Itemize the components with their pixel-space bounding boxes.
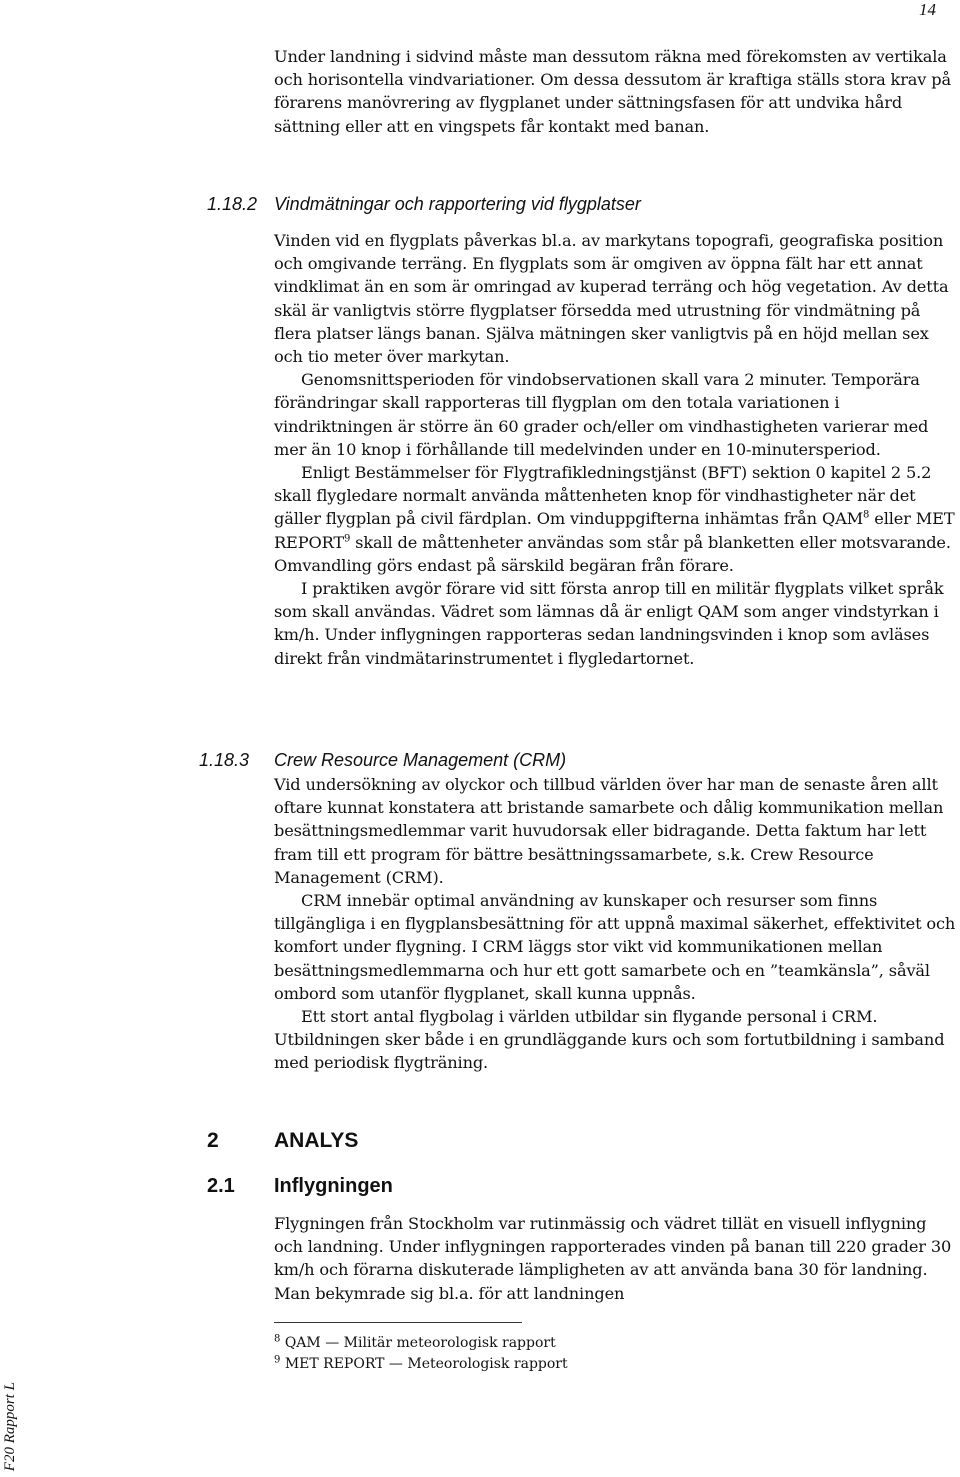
section-number: 1.18.2 <box>207 194 258 214</box>
footnote-ref: 9 <box>343 533 351 545</box>
intro-text <box>274 45 960 138</box>
chapter-number: 2 <box>207 1129 219 1152</box>
paragraph-part: eller MET REPORT <box>274 509 955 552</box>
section-title: Crew Resource Management (CRM) <box>274 750 567 770</box>
footnote-ref: 8 <box>863 510 870 522</box>
paragraph: Flygningen från Stockholm var rutinmässig och vädret tillät en visuell inflygning och landning. Under inflygningen rapporterades vinden på banan till 220 grader 30 km/h och förarna diskuterade lämpligheten av att använda bana 30 för landning. Man bekymrade sig bl.a. för att landningen <box>274 1214 952 1303</box>
chapter-title: ANALYS <box>274 1129 359 1152</box>
footnote-text: QAM — Militär meteorologisk rapport <box>284 1335 556 1351</box>
section-2-1-body <box>274 1212 960 1305</box>
footnote-divider <box>274 1322 522 1323</box>
paragraph: I praktiken avgör förare vid sitt första anrop till en militär flygplats vilket språk som skall användas. Vädret som lämnas då är enligt QAM som anger vindstyrkan i km/h. Under inflygningen rapporteras sedan landningsvinden i knop som avläses direkt från vindmätarinstrumentet i flygledartornet. <box>274 579 944 668</box>
paragraph: Vinden vid en flygplats påverkas bl.a. av markytans topografi, geografiska position och omgivande terräng. En flygplats som är omgiven av öppna fält har ett annat vindklimat än en som är omringad av kuperad terräng och hög vegetation. Av detta skäl är vanligtvis större flygplatser försedda med utrustning för vindmätning på flera platser längs banan. Själva mätningen sker vanligtvis på en höjd mellan sex och tio meter över markytan. <box>274 231 949 367</box>
section-number: 1.18.3 <box>199 750 250 770</box>
paragraph: Vid undersökning av olyckor och tillbud världen över har man de senaste åren allt oftare kunnat konstatera att bristande samarbete och dålig kommunikation mellan besättningsmedlemmar varit huvudorsak eller bidragande. Detta faktum har lett fram till ett program för bättre besättningssamarbete, s.k. Crew Resource Management (CRM). <box>274 775 944 887</box>
paragraph: CRM innebär optimal användning av kunskaper och resurser som finns tillgängliga i en flygplansbesättning för att uppnå maximal säkerhet, effektivitet och komfort under flygning. I CRM läggs stor vikt vid kommunikationen mellan besättningsmedlemmarna och hur ett gott samarbete och en ”teamkänsla”, såväl ombord som utanför flygplanet, skall kunna uppnås. <box>274 891 956 1003</box>
section-title: Vindmätningar och rapportering vid flygplatser <box>274 194 641 214</box>
section-heading-2-1 <box>207 1175 393 1198</box>
section-1-18-2-body <box>274 229 960 670</box>
paragraph-part: Enligt Bestämmelser för Flygtrafikledningstjänst (BFT) sektion 0 kapitel 2 5.2 skall flygledare normalt använda måttenheten knop för vindhastigheter när det gäller flygplan på civil färdplan. Om vinduppgifterna inhämtas från QAM <box>274 463 932 529</box>
footnote-mark: 9 <box>274 1354 281 1366</box>
section-title: Inflygningen <box>274 1175 393 1197</box>
footnote <box>274 1356 568 1372</box>
footnote <box>274 1335 556 1351</box>
paragraph: Genomsnittsperioden för vindobservationen skall vara 2 minuter. Temporära förändringar skall rapporteras till flygplan om den totala variationen i vindriktningen är större än 60 grader och/eller om vindhastigheten varierar med mer än 10 knop i förhållande till medelvinden under en 10-minutersperiod. <box>274 370 929 459</box>
paragraph-part: skall de måttenheter användas som står på blanketten eller motsvarande. Omvandling görs endast på särskild begäran från förare. <box>274 532 951 575</box>
footnote-text: MET REPORT — Meteorologisk rapport <box>284 1356 568 1372</box>
footnote-mark: 8 <box>274 1333 281 1345</box>
report-side-label: F20 Rapport L <box>2 1381 18 1471</box>
section-heading-1-18-2 <box>207 194 641 215</box>
section-heading-1-18-3 <box>199 750 567 771</box>
section-number: 2.1 <box>207 1175 235 1197</box>
section-1-18-3-body <box>274 773 960 1075</box>
paragraph: Ett stort antal flygbolag i världen utbildar sin flygande personal i CRM. Utbildningen sker både i en grundläggande kurs och som fortutbildning i samband med periodisk flygträning. <box>274 1007 945 1073</box>
chapter-heading-analys <box>207 1129 358 1153</box>
intro-paragraph: Under landning i sidvind måste man dessutom räkna med förekomsten av vertikala och horisontella vindvariationer. Om dessa dessutom är kraftiga ställs stora krav på förarens manövrering av flygplanet under sättningsfasen för att undvika hård sättning eller att en vingspets får kontakt med banan. <box>274 47 952 136</box>
page-number: 14 <box>919 0 936 19</box>
paragraph-with-footnotes <box>274 461 960 577</box>
